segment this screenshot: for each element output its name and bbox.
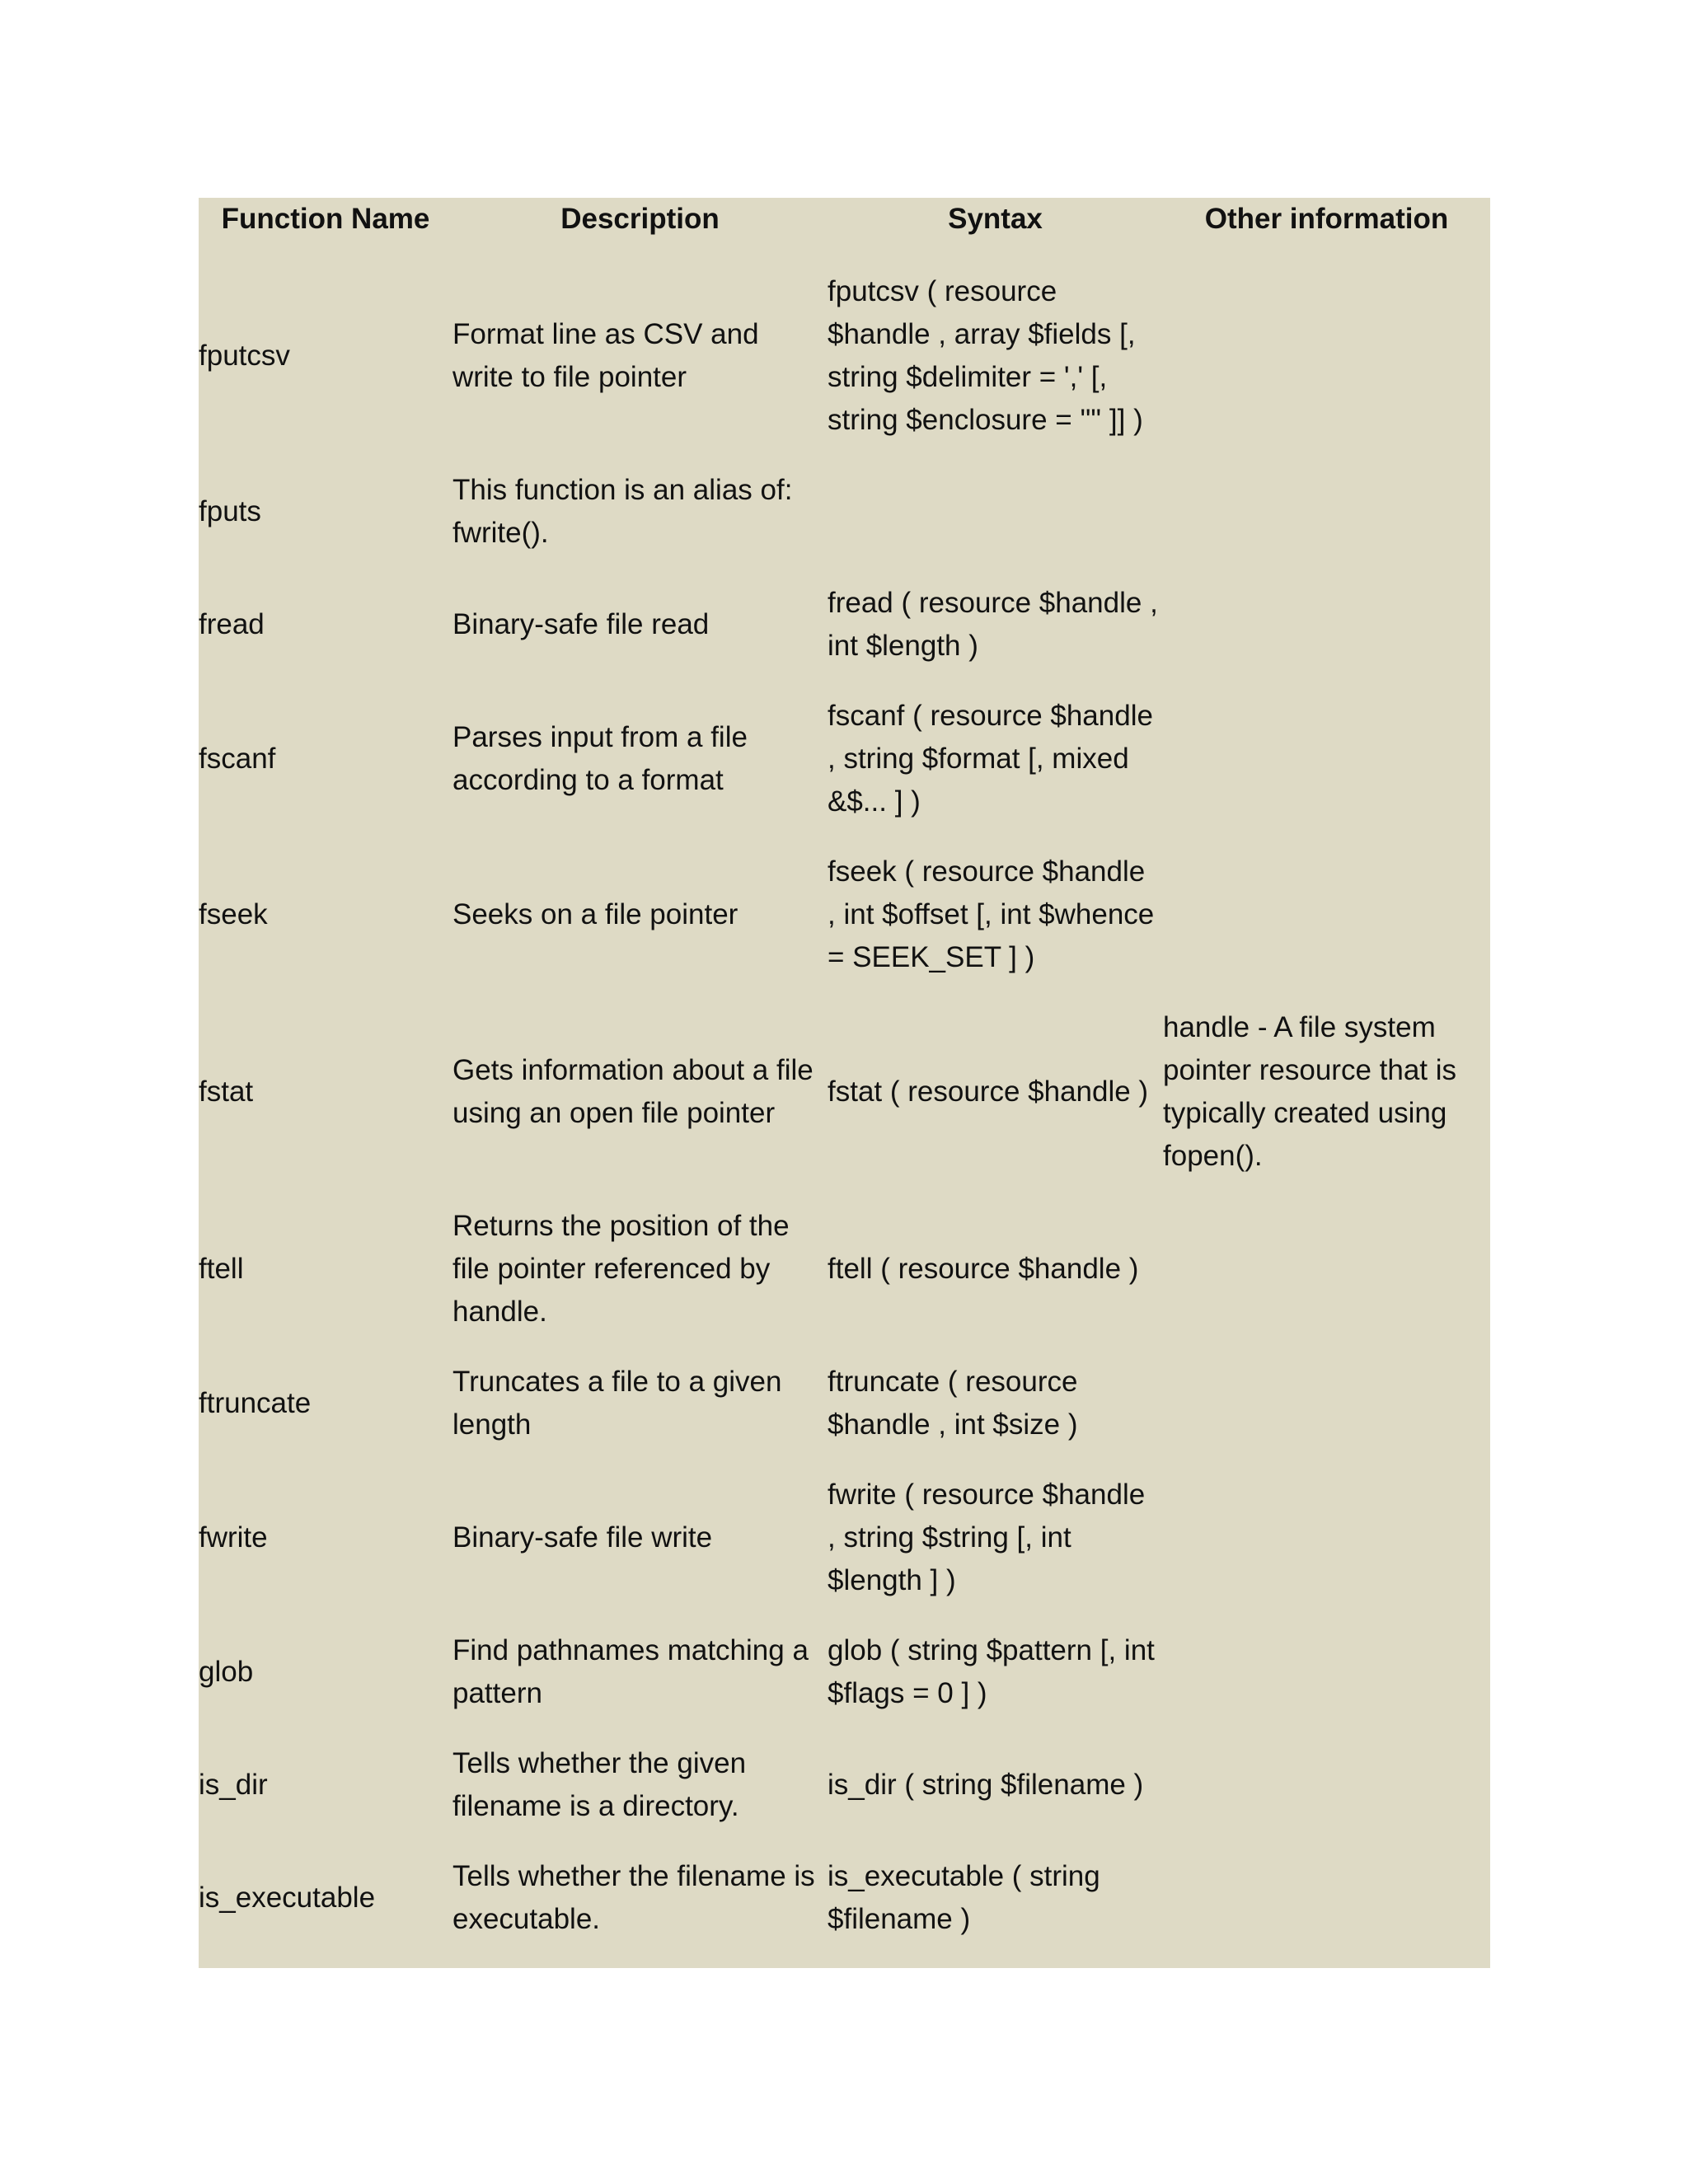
other-info-cell [1163,1629,1490,1742]
header-other-information: Other information [1204,203,1449,235]
syntax-cell: is_dir ( string $filename ) [828,1769,1144,1801]
description-cell: Gets information about a file using an open file pointer [452,1054,814,1129]
description-cell: This function is an alias of: fwrite(). [452,474,793,549]
description-cell: Binary-safe file write [452,1521,713,1554]
description-cell: Seeks on a file pointer [452,898,738,930]
table-row [199,582,1490,695]
php-functions-table [199,198,1490,1968]
other-info-cell [1163,695,1490,851]
syntax-cell: fwrite ( resource $handle , string $string [, int $length ] ) [828,1479,1146,1596]
description-cell: Parses input from a file according to a format [452,721,748,796]
header-description: Description [560,203,720,235]
table-row [199,695,1490,851]
table-row [199,1006,1490,1205]
function-name-cell: fputs [199,495,261,527]
description-cell: Tells whether the filename is executable. [452,1860,815,1935]
function-name-cell: is_executable [199,1882,376,1914]
syntax-cell: fread ( resource $handle , int $length ) [828,587,1158,662]
table-row [199,270,1490,469]
function-name-cell: is_dir [199,1769,268,1801]
table-row [199,1742,1490,1855]
other-info-cell [1163,582,1490,695]
other-info-cell [1163,851,1490,1006]
function-name-cell: fseek [199,898,268,930]
table-row [199,1205,1490,1361]
other-info-cell [1163,1205,1490,1361]
table-row [199,1361,1490,1474]
table-row [199,1474,1490,1629]
syntax-cell: glob ( string $pattern [, int $flags = 0 ] ) [828,1634,1155,1709]
function-name-cell: ftruncate [199,1387,312,1419]
function-name-cell: fwrite [199,1521,268,1554]
description-cell: Format line as CSV and write to file pointer [452,318,759,393]
function-name-cell: fread [199,608,265,640]
description-cell: Binary-safe file read [452,608,710,640]
function-name-cell: ftell [199,1253,244,1285]
table-row [199,469,1490,582]
other-info-cell: handle - A file system pointer resource that is typically created using fopen(). [1163,1011,1457,1172]
syntax-cell: fputcsv ( resource $handle , array $fields [, string $delimiter = ',' [, string $enclosure = '"' ]] ) [828,275,1143,436]
syntax-cell: fseek ( resource $handle , int $offset [, int $whence = SEEK_SET ] ) [828,855,1155,973]
other-info-cell [1163,270,1490,469]
table-row [199,851,1490,1006]
syntax-cell: fstat ( resource $handle ) [828,1076,1149,1108]
description-cell: Truncates a file to a given length [452,1366,782,1441]
other-info-cell [1163,1742,1490,1855]
function-name-cell: fputcsv [199,340,290,372]
table-header-row [199,198,1490,270]
description-cell: Returns the position of the file pointer referenced by handle. [452,1210,790,1328]
syntax-cell: ftruncate ( resource $handle , int $size ) [828,1366,1078,1441]
other-info-cell [1163,1361,1490,1474]
function-name-cell: fscanf [199,743,276,775]
syntax-cell: ftell ( resource $handle ) [828,1253,1139,1285]
other-info-cell [1163,1855,1490,1968]
description-cell: Tells whether the given filename is a directory. [452,1747,747,1822]
syntax-cell: fscanf ( resource $handle , string $format [, mixed &$... ] ) [828,700,1153,818]
function-name-cell: fstat [199,1076,254,1108]
table-row [199,1855,1490,1968]
other-info-cell [1163,1474,1490,1629]
table-row [199,1629,1490,1742]
description-cell: Find pathnames matching a pattern [452,1634,809,1709]
other-info-cell [1163,469,1490,582]
header-function-name: Function Name [221,203,430,235]
syntax-cell: is_executable ( string $filename ) [828,1860,1100,1935]
header-syntax: Syntax [948,203,1043,235]
function-name-cell: glob [199,1656,254,1688]
syntax-cell [828,469,1163,582]
